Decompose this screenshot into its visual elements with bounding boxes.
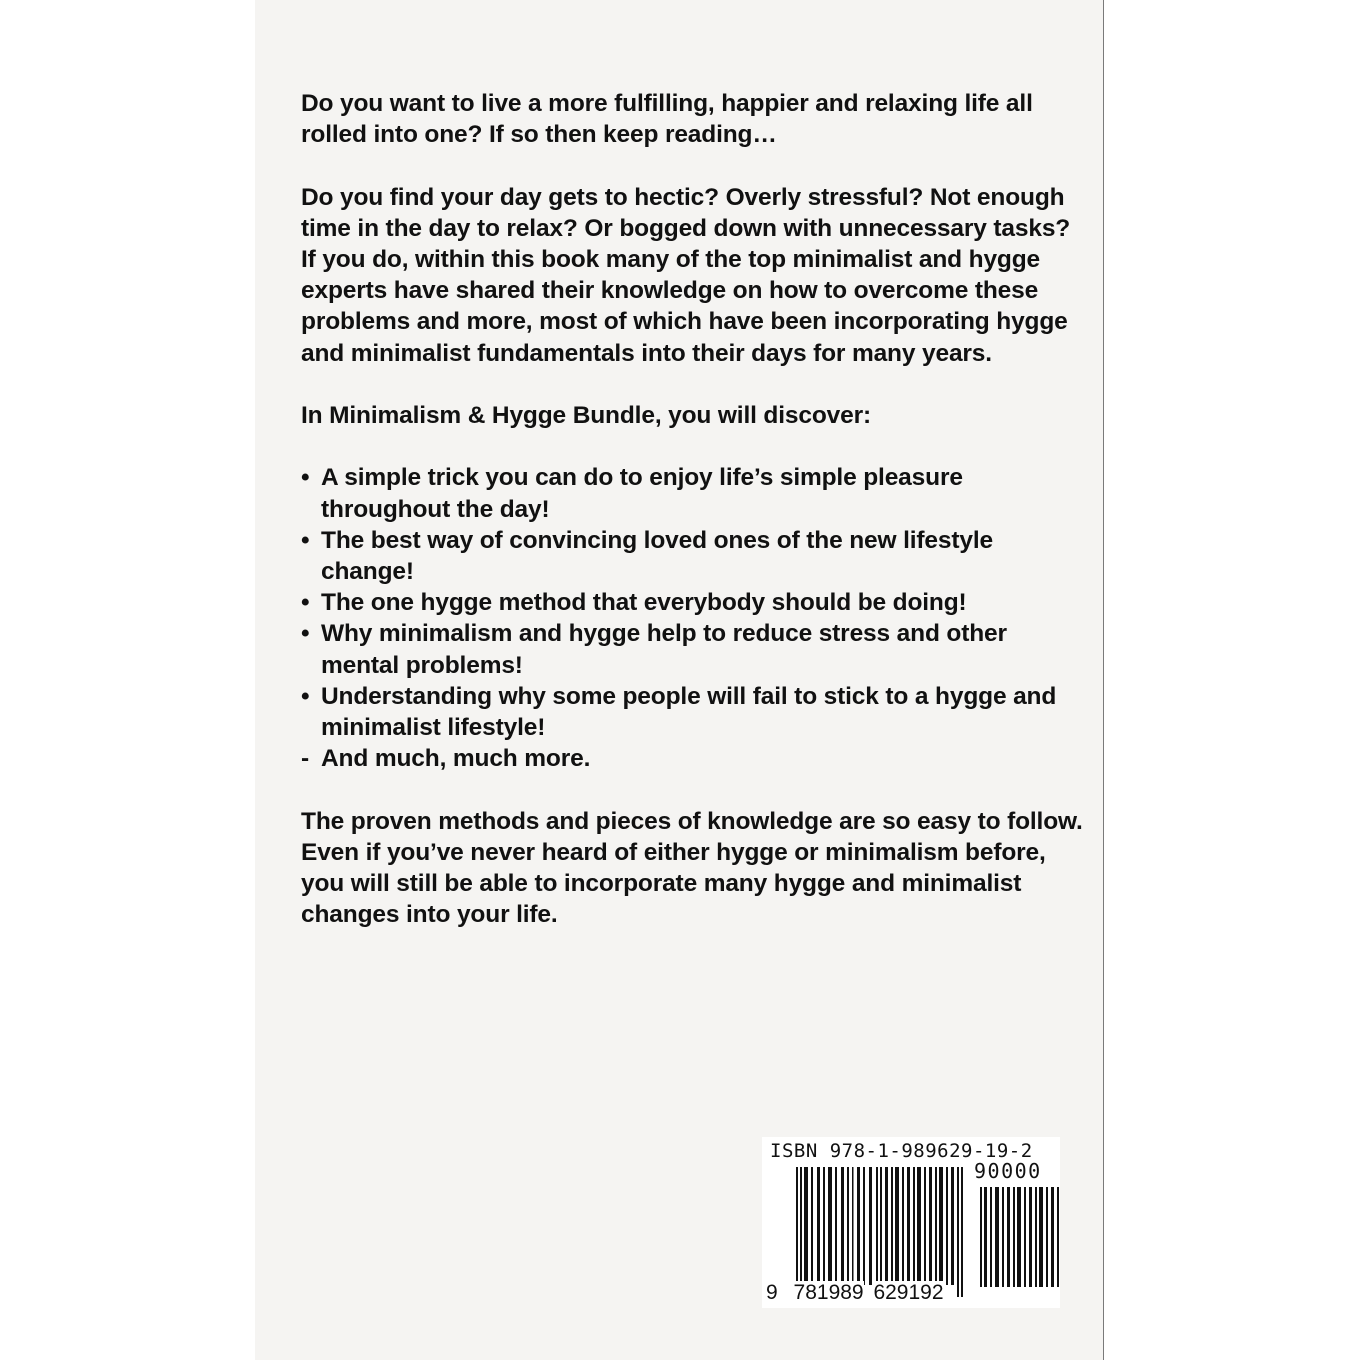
- barcode-digit-group-2: 629192: [873, 1281, 944, 1304]
- benefit-item: [301, 743, 1091, 774]
- closing-paragraph: The proven methods and pieces of knowledge are so easy to follow. Even if you’ve never heard of either hygge or minimalism before, you will still be able to incorporate many hygge and minimalist changes into your life.: [301, 807, 1083, 929]
- problem-paragraph: Do you find your day gets to hectic? Overly stressful? Not enough time in the day to relax? Or bogged down with unnecessary tasks? If you do, within this book many of the top minimalist and hygge experts have shared their knowledge on how to overcome these problems and more, most of which have been incorporating hygge and minimalist fundamentals into their days for many years.: [301, 183, 1071, 367]
- benefit-item: [301, 618, 1091, 680]
- barcode-bars-icon: [796, 1167, 966, 1297]
- benefit-item: [301, 525, 1091, 587]
- bullet-marker: •: [301, 526, 310, 554]
- benefit-item: [301, 681, 1091, 743]
- dash-marker: -: [301, 745, 310, 773]
- benefit-item: [301, 462, 1091, 524]
- benefit-text: The best way of convincing loved ones of the new lifestyle change!: [321, 526, 993, 585]
- barcode-lead-digit: 9: [766, 1281, 778, 1304]
- barcode-digit-group-1: 781989: [793, 1281, 864, 1304]
- isbn-barcode: [762, 1137, 1060, 1308]
- barcode-digits: [766, 1281, 944, 1305]
- benefit-text: Understanding why some people will fail to stick to a hygge and minimalist lifestyle!: [321, 682, 1057, 742]
- benefit-text: And much, much more.: [321, 745, 591, 773]
- benefit-text: The one hygge method that everybody should be doing!: [321, 589, 967, 617]
- benefit-text: A simple trick you can do to enjoy life’s simple pleasure throughout the day!: [321, 464, 963, 523]
- price-addon-code: 90000: [974, 1159, 1042, 1183]
- benefit-item: [301, 587, 1091, 618]
- bullet-marker: •: [301, 464, 310, 492]
- benefit-list: [301, 462, 1091, 774]
- bullet-marker: •: [301, 682, 310, 710]
- bullet-marker: •: [301, 620, 310, 648]
- isbn-label: ISBN 978-1-989629-19-2: [770, 1140, 1033, 1162]
- bullet-marker: •: [301, 589, 310, 617]
- cover-blurb: [301, 88, 1091, 962]
- benefit-text: Why minimalism and hygge help to reduce stress and other mental problems!: [321, 620, 1007, 679]
- discover-heading: In Minimalism & Hygge Bundle, you will discover:: [301, 402, 872, 429]
- addon-barcode-bars-icon: [980, 1187, 1062, 1287]
- intro-paragraph: Do you want to live a more fulfilling, happier and relaxing life all rolled into one? If so then keep reading…: [301, 90, 1033, 149]
